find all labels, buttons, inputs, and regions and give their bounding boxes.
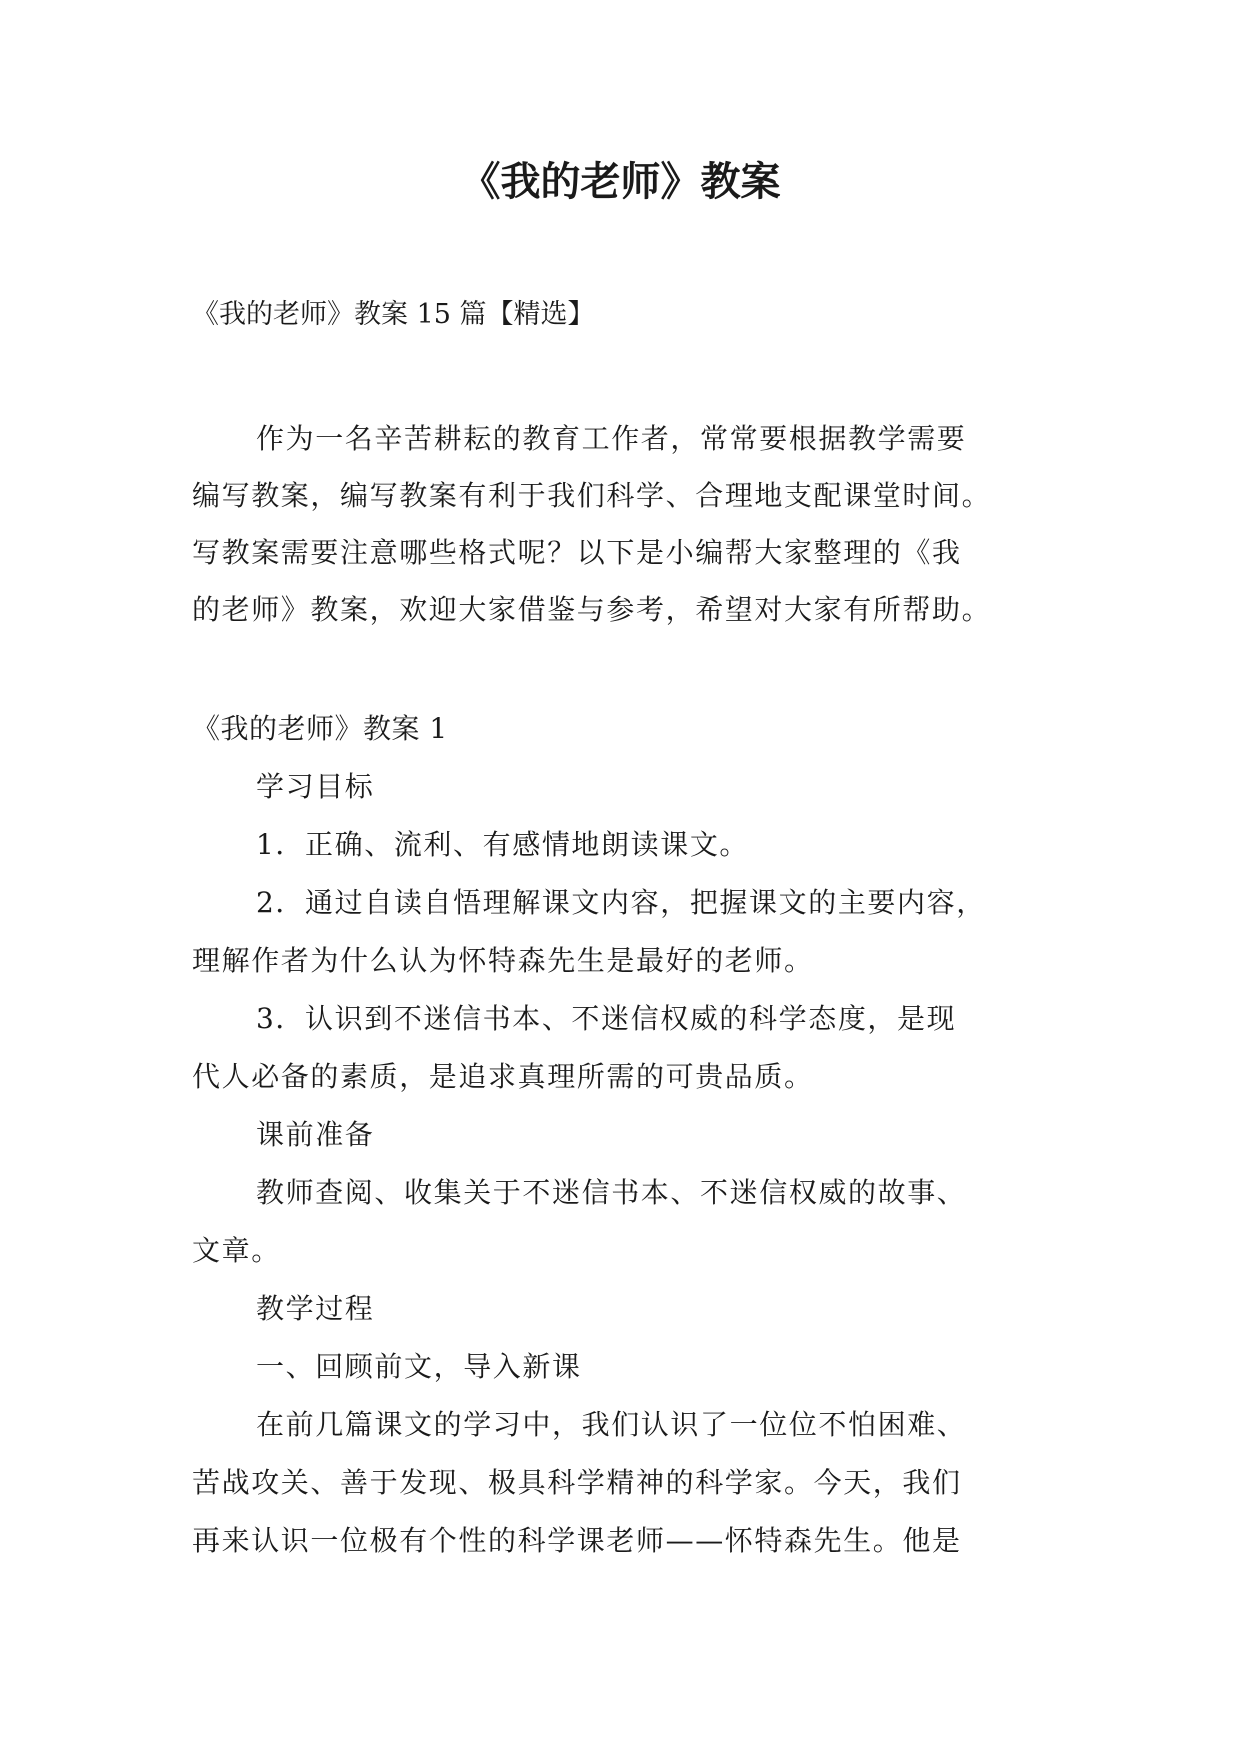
body-line: 苦战攻关、善于发现、极具科学精神的科学家。今天，我们 xyxy=(192,1466,962,1499)
body-line: 课前准备 xyxy=(256,1118,375,1151)
body-line: 理解作者为什么认为怀特森先生是最好的老师。 xyxy=(192,944,814,977)
document-subtitle: 《我的老师》教案 15 篇【精选】 xyxy=(192,299,595,330)
body-line: 一、回顾前文，导入新课 xyxy=(256,1350,582,1383)
intro-line: 写教案需要注意哪些格式呢？以下是小编帮大家整理的《我 xyxy=(192,536,962,569)
body-line: 文章。 xyxy=(192,1234,281,1267)
intro-line: 的老师》教案，欢迎大家借鉴与参考，希望对大家有所帮助。 xyxy=(192,593,992,626)
body-line: 教师查阅、收集关于不迷信书本、不迷信权威的故事、 xyxy=(256,1176,967,1209)
lesson-body xyxy=(192,700,1072,1570)
body-line: 在前几篇课文的学习中，我们认识了一位位不怕困难、 xyxy=(256,1408,967,1441)
body-line: 代人必备的素质，是追求真理所需的可贵品质。 xyxy=(192,1060,814,1093)
intro-line: 编写教案，编写教案有利于我们科学、合理地支配课堂时间。 xyxy=(192,479,992,512)
body-line: 3．认识到不迷信书本、不迷信权威的科学态度，是现 xyxy=(256,1002,957,1035)
page-title: 《我的老师》教案 xyxy=(460,159,781,205)
body-line: 学习目标 xyxy=(256,770,375,803)
body-line: 1．正确、流利、有感情地朗读课文。 xyxy=(256,828,750,861)
body-line: 2．通过自读自悟理解课文内容，把握课文的主要内容， xyxy=(256,886,986,919)
intro-line: 作为一名辛苦耕耘的教育工作者，常常要根据教学需要 xyxy=(256,422,967,455)
section-heading: 《我的老师》教案 1 xyxy=(192,712,448,745)
intro-paragraph xyxy=(192,410,1072,638)
body-line: 教学过程 xyxy=(256,1292,375,1325)
body-line: 再来认识一位极有个性的科学课老师——怀特森先生。他是 xyxy=(192,1524,962,1557)
